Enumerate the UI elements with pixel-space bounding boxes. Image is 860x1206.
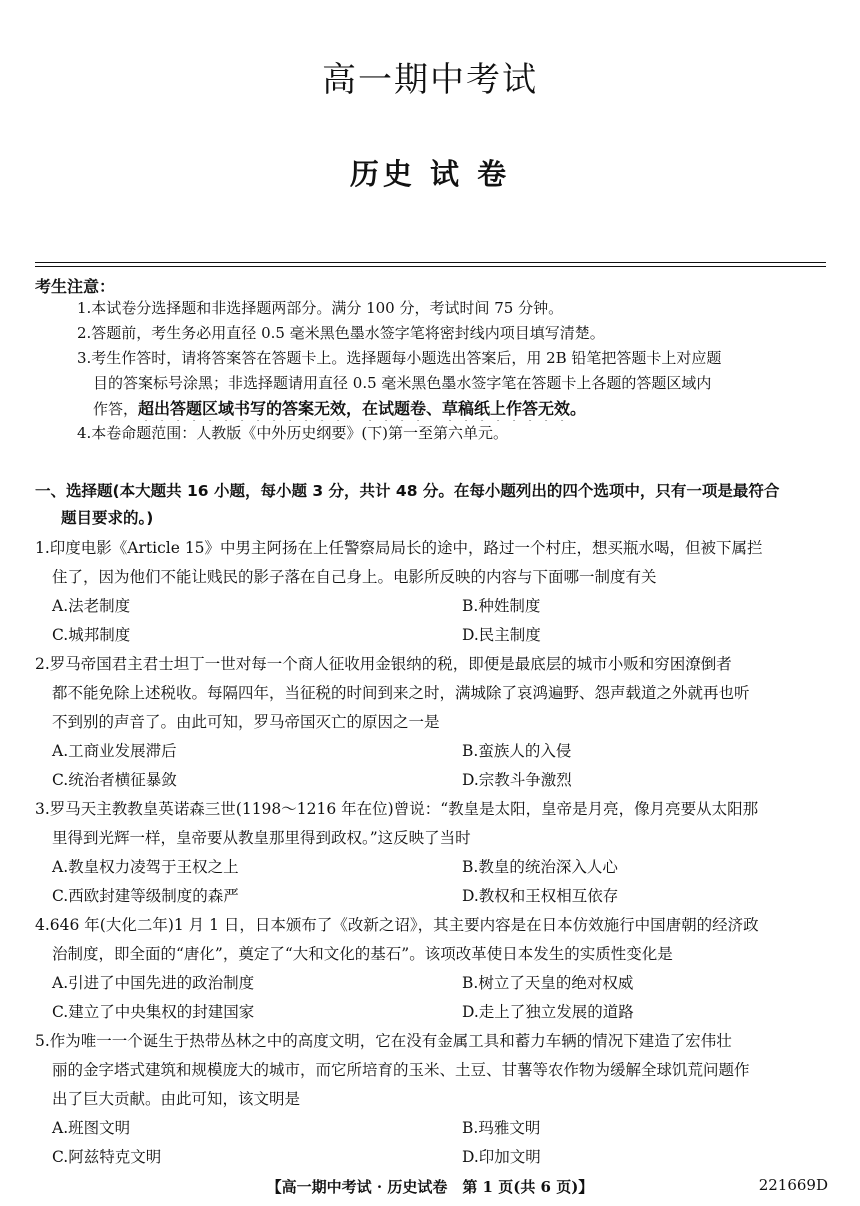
- section-line: 题目要求的。): [61, 509, 154, 527]
- question: [35, 650, 830, 795]
- answer-option: B.玛雅文明: [462, 1119, 541, 1137]
- option-grid: [35, 853, 830, 911]
- answer-option: A.引进了中国先进的政治制度: [52, 974, 255, 992]
- answer-option: C.建立了中央集权的封建国家: [52, 1003, 255, 1021]
- question-stem: [35, 1027, 830, 1114]
- option-grid: [35, 592, 830, 650]
- answer-option: B.种姓制度: [462, 597, 541, 615]
- question-stem-line: 4.646 年(大化二年)1 月 1 日，日本颁布了《改新之诏》，其主要内容是在日本仿效施行中国唐朝的经济政: [35, 916, 759, 934]
- question-stem-line: 治制度，即全面的“唐化”，奠定了“大和文化的基石”。该项改革使日本发生的实质性变化是: [52, 945, 673, 963]
- answer-option: A.工商业发展滞后: [52, 742, 177, 760]
- notice-item: 目的答案标号涂黑；非选择题请用直径 0.5 毫米黑色墨水签字笔在答题卡上各题的答题区域内: [93, 374, 712, 392]
- answer-option: D.民主制度: [462, 626, 541, 644]
- answer-option: C.西欧封建等级制度的森严: [52, 887, 239, 905]
- question: [35, 911, 830, 1027]
- question-stem-line: 住了，因为他们不能让贱民的影子落在自己身上。电影所反映的内容与下面哪一制度有关: [52, 568, 657, 586]
- question-stem-line: 出了巨大贡献。由此可知，该文明是: [52, 1090, 301, 1108]
- answer-option: C.城邦制度: [52, 626, 131, 644]
- footer-label: 【高一期中考试 · 历史试卷 第 1 页(共 6 页)】: [266, 1178, 594, 1196]
- option-grid: [35, 969, 830, 1027]
- answer-option: A.教皇权力凌驾于王权之上: [52, 858, 239, 876]
- answer-option: A.班图文明: [52, 1119, 131, 1137]
- answer-option: B.教皇的统治深入人心: [462, 858, 618, 876]
- question-stem: [35, 534, 830, 592]
- answer-option: D.印加文明: [462, 1148, 541, 1166]
- question-stem-line: 都不能免除上述税收。每隔四年，当征税的时间到来之时，满城除了哀鸿遍野、怨声载道之外就再也听: [52, 684, 750, 702]
- question-stem: [35, 911, 830, 969]
- exam-title: 高一期中考试: [322, 60, 538, 100]
- answer-option: C.阿兹特克文明: [52, 1148, 162, 1166]
- option-grid: [35, 1114, 830, 1172]
- question-stem-line: 丽的金字塔式建筑和规模庞大的城市，而它所培育的玉米、土豆、甘薯等农作物为缓解全球饥荒问题作: [52, 1061, 750, 1079]
- answer-option: D.教权和王权相互依存: [462, 887, 619, 905]
- question-stem-line: 不到别的声音了。由此可知，罗马帝国灭亡的原因之一是: [52, 713, 440, 731]
- page-footer: [0, 1176, 860, 1197]
- document-code: 221669D: [758, 1176, 828, 1194]
- section-line: 一、选择题(本大题共 16 小题，每小题 3 分，共计 48 分。在每小题列出的四个选项中，只有一项是最符合: [35, 482, 780, 500]
- answer-option: D.走上了独立发展的道路: [462, 1003, 634, 1021]
- answer-option: A.法老制度: [52, 597, 131, 615]
- question-stem: [35, 795, 830, 853]
- question-stem: [35, 650, 830, 737]
- question-stem-line: 里得到光辉一样，皇帝要从教皇那里得到政权。”这反映了当时: [52, 829, 471, 847]
- question-stem-line: 5.作为唯一一个诞生于热带丛林之中的高度文明，它在没有金属工具和蓄力车辆的情况下建造了宏伟壮: [35, 1032, 732, 1050]
- notice-item: 1.本试卷分选择题和非选择题两部分。满分 100 分，考试时间 75 分钟。: [77, 299, 564, 317]
- question-stem-line: 2.罗马帝国君主君士坦丁一世对每一个商人征收用金银纳的税，即便是最底层的城市小贩和穷困潦倒者: [35, 655, 732, 673]
- exam-subtitle: 历史 试 卷: [349, 157, 511, 191]
- divider-line: [35, 266, 826, 267]
- divider-line: [35, 262, 826, 263]
- option-grid: [35, 737, 830, 795]
- question: [35, 1027, 830, 1172]
- section-heading: [35, 478, 830, 532]
- notice-item: 3.考生作答时，请将答案答在答题卡上。选择题每小题选出答案后，用 2B 铅笔把答题卡上对应题: [77, 349, 722, 367]
- answer-option: C.统治者横征暴敛: [52, 771, 177, 789]
- notice-item: 4.本卷命题范围：人教版《中外历史纲要》(下)第一至第六单元。: [77, 424, 509, 442]
- answer-option: B.蛮族人的入侵: [462, 742, 572, 760]
- question: [35, 534, 830, 650]
- question-list: [35, 534, 830, 1172]
- notice-item: 2.答题前，考生务必用直径 0.5 毫米黑色墨水签字笔将密封线内项目填写清楚。: [77, 324, 605, 342]
- notice-list: [77, 296, 829, 446]
- emphasis-text: 超出答题区域书写的答案无效，在试题卷、草稿纸上作答无效。: [138, 399, 587, 418]
- answer-option: D.宗教斗争激烈: [462, 771, 572, 789]
- question-stem-line: 3.罗马天主教教皇英诺森三世(1198～1216 年在位)曾说：“教皇是太阳，皇帝是月亮，像月亮要从太阳那: [35, 800, 759, 818]
- notice-heading: 考生注意：: [35, 277, 116, 296]
- notice-text: 作答，: [93, 400, 139, 418]
- answer-option: B.树立了天皇的绝对权威: [462, 974, 634, 992]
- question: [35, 795, 830, 911]
- notice-item-emphasis-line: [77, 396, 829, 421]
- question-stem-line: 1.印度电影《Article 15》中男主阿扬在上任警察局局长的途中，路过一个村庄，想买瓶水喝，但被下属拦: [35, 539, 763, 557]
